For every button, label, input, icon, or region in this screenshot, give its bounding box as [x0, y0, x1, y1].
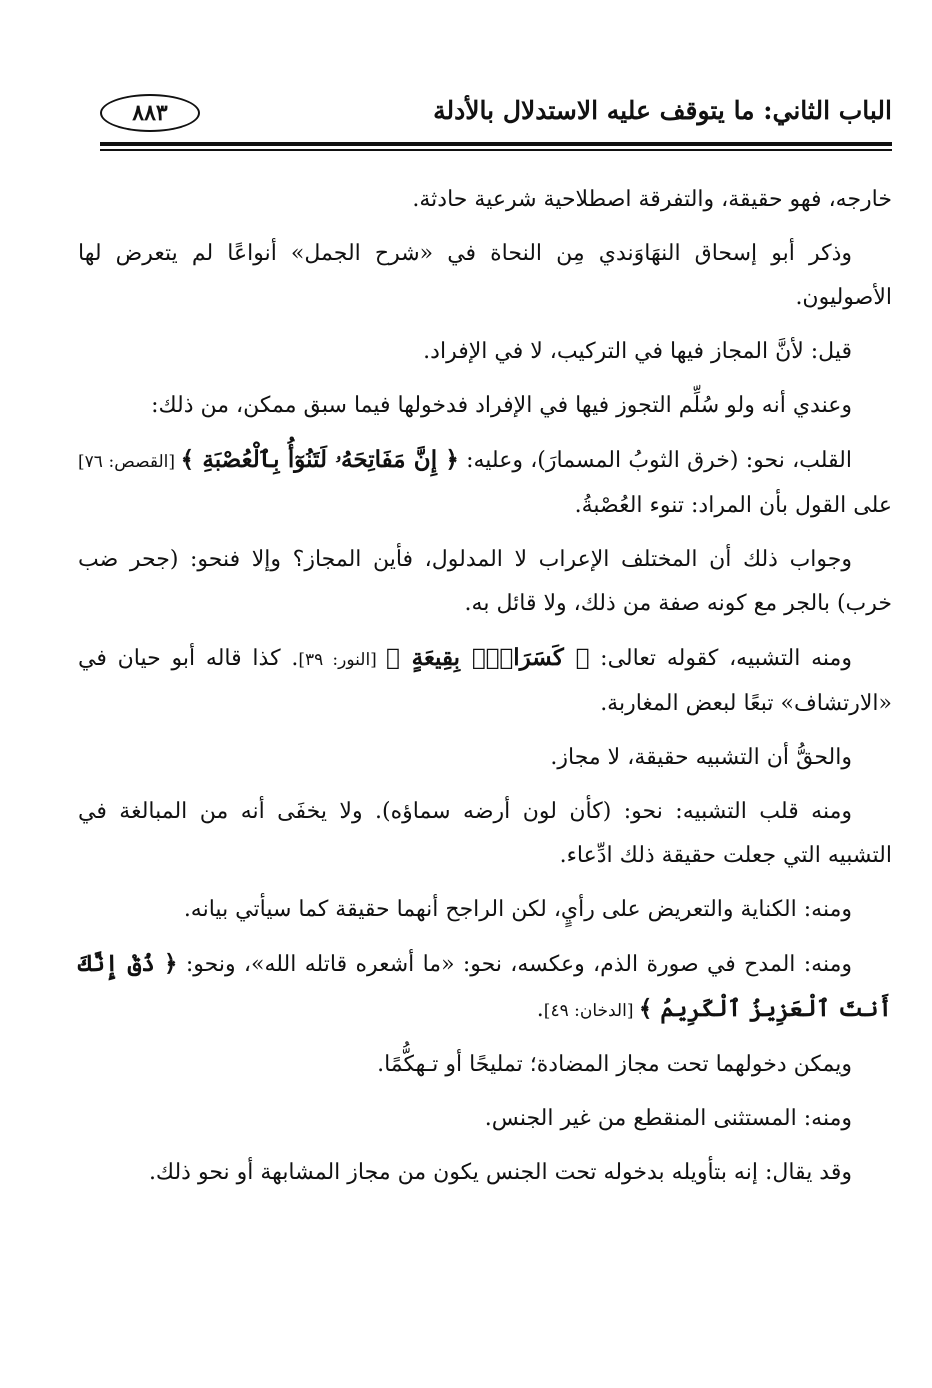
text-span: . كذا قاله أبو حيان في «الارتشاف» تبعًا لبعض المغاربة. — [78, 646, 892, 716]
paragraph: ومنه قلب التشبيه: نحو: (كأن لون أرضه سماؤه). ولا يخفَى أنه من المبالغة في التشبيه التي جعلت حقيقة ذلك ادِّعاء. — [78, 799, 892, 868]
page-header — [78, 92, 892, 138]
paragraph: خارجه، فهو حقيقة، والتفرقة اصطلاحية شرعية حادثة. — [412, 187, 892, 212]
quran-verse: ﴿ ذُقْ إِنَّكَ أَنتَ ٱلْعَزِيزُ ٱلْكَرِيمُ ﴾ — [78, 950, 892, 1022]
paragraph: ومنه: الكناية والتعريض على رأيٍ، لكن الراجح أنهما حقيقة كما سيأتي بيانه. — [183, 897, 852, 922]
paragraph: وقد يقال: إنه بتأويله بدخوله تحت الجنس يكون من مجاز المشابهة أو نحو ذلك. — [148, 1160, 852, 1185]
verse-reference: [القصص: ٧٦] — [78, 452, 181, 472]
paragraph: والحقُّ أن التشبيه حقيقة، لا مجاز. — [550, 745, 852, 770]
paragraph-madh — [78, 942, 892, 1033]
page-number-badge: ٨٨٣ — [100, 94, 200, 132]
paragraph: قيل: لأنَّ المجاز فيها في التركيب، لا في الإفراد. — [423, 339, 852, 364]
paragraph: وعندي أنه ولو سُلِّم التجوز فيها في الإفراد فدخولها فيما سبق ممكن، من ذلك: — [151, 393, 852, 418]
quran-verse: ﴿ كَسَرَابٍۭ بِقِيعَةٍ ﴾ — [386, 644, 590, 671]
chapter-title: الباب الثاني: ما يتوقف عليه الاستدلال بالأدلة — [433, 96, 892, 125]
text-span: على القول بأن المراد: تنوء العُصْبةُ. — [574, 493, 892, 518]
paragraph-tashbih — [78, 636, 892, 726]
quran-verse: ﴿ إِنَّ مَفَاتِحَهُۥ لَتَنُوٓأُ بِٱلْعُصْبَةِ ﴾ — [180, 446, 459, 473]
paragraph: ومنه: المستثنى المنقطع من غير الجنس. — [484, 1106, 852, 1131]
text-span: القلب، نحو: (خرق الثوبُ المسمارَ)، وعليه: — [458, 448, 853, 473]
paragraph: وجواب ذلك أن المختلف الإعراب لا المدلول، فأين المجاز؟ وإلا فنحو: (جحر ضب خرب) بالجر مع كونه صفة من ذلك، ولا قائل به. — [78, 547, 892, 616]
body-text — [78, 178, 892, 1205]
verse-reference: [الدخان: ٤٩] — [543, 1001, 639, 1021]
paragraph: ويمكن دخولهما تحت مجاز المضادة؛ تمليحًا أو تـهكُّمًا. — [377, 1052, 852, 1077]
header-rule-thick — [100, 142, 892, 146]
header-rule-thin — [100, 149, 892, 151]
book-page — [78, 92, 892, 1352]
text-span: . — [536, 997, 544, 1022]
paragraph-qalb — [78, 438, 892, 528]
text-span: ومنه: المدح في صورة الذم، وعكسه، نحو: «ما أشعره قاتله الله»، ونحو: — [177, 952, 852, 977]
text-span: ومنه التشبيه، كقوله تعالى: — [589, 646, 852, 671]
paragraph: وذكر أبو إسحاق النهَاوَندي مِن النحاة في «شرح الجمل» أنواعًا لم يتعرض لها الأصوليون. — [78, 241, 892, 310]
verse-reference: [النور: ٣٩] — [298, 650, 387, 670]
